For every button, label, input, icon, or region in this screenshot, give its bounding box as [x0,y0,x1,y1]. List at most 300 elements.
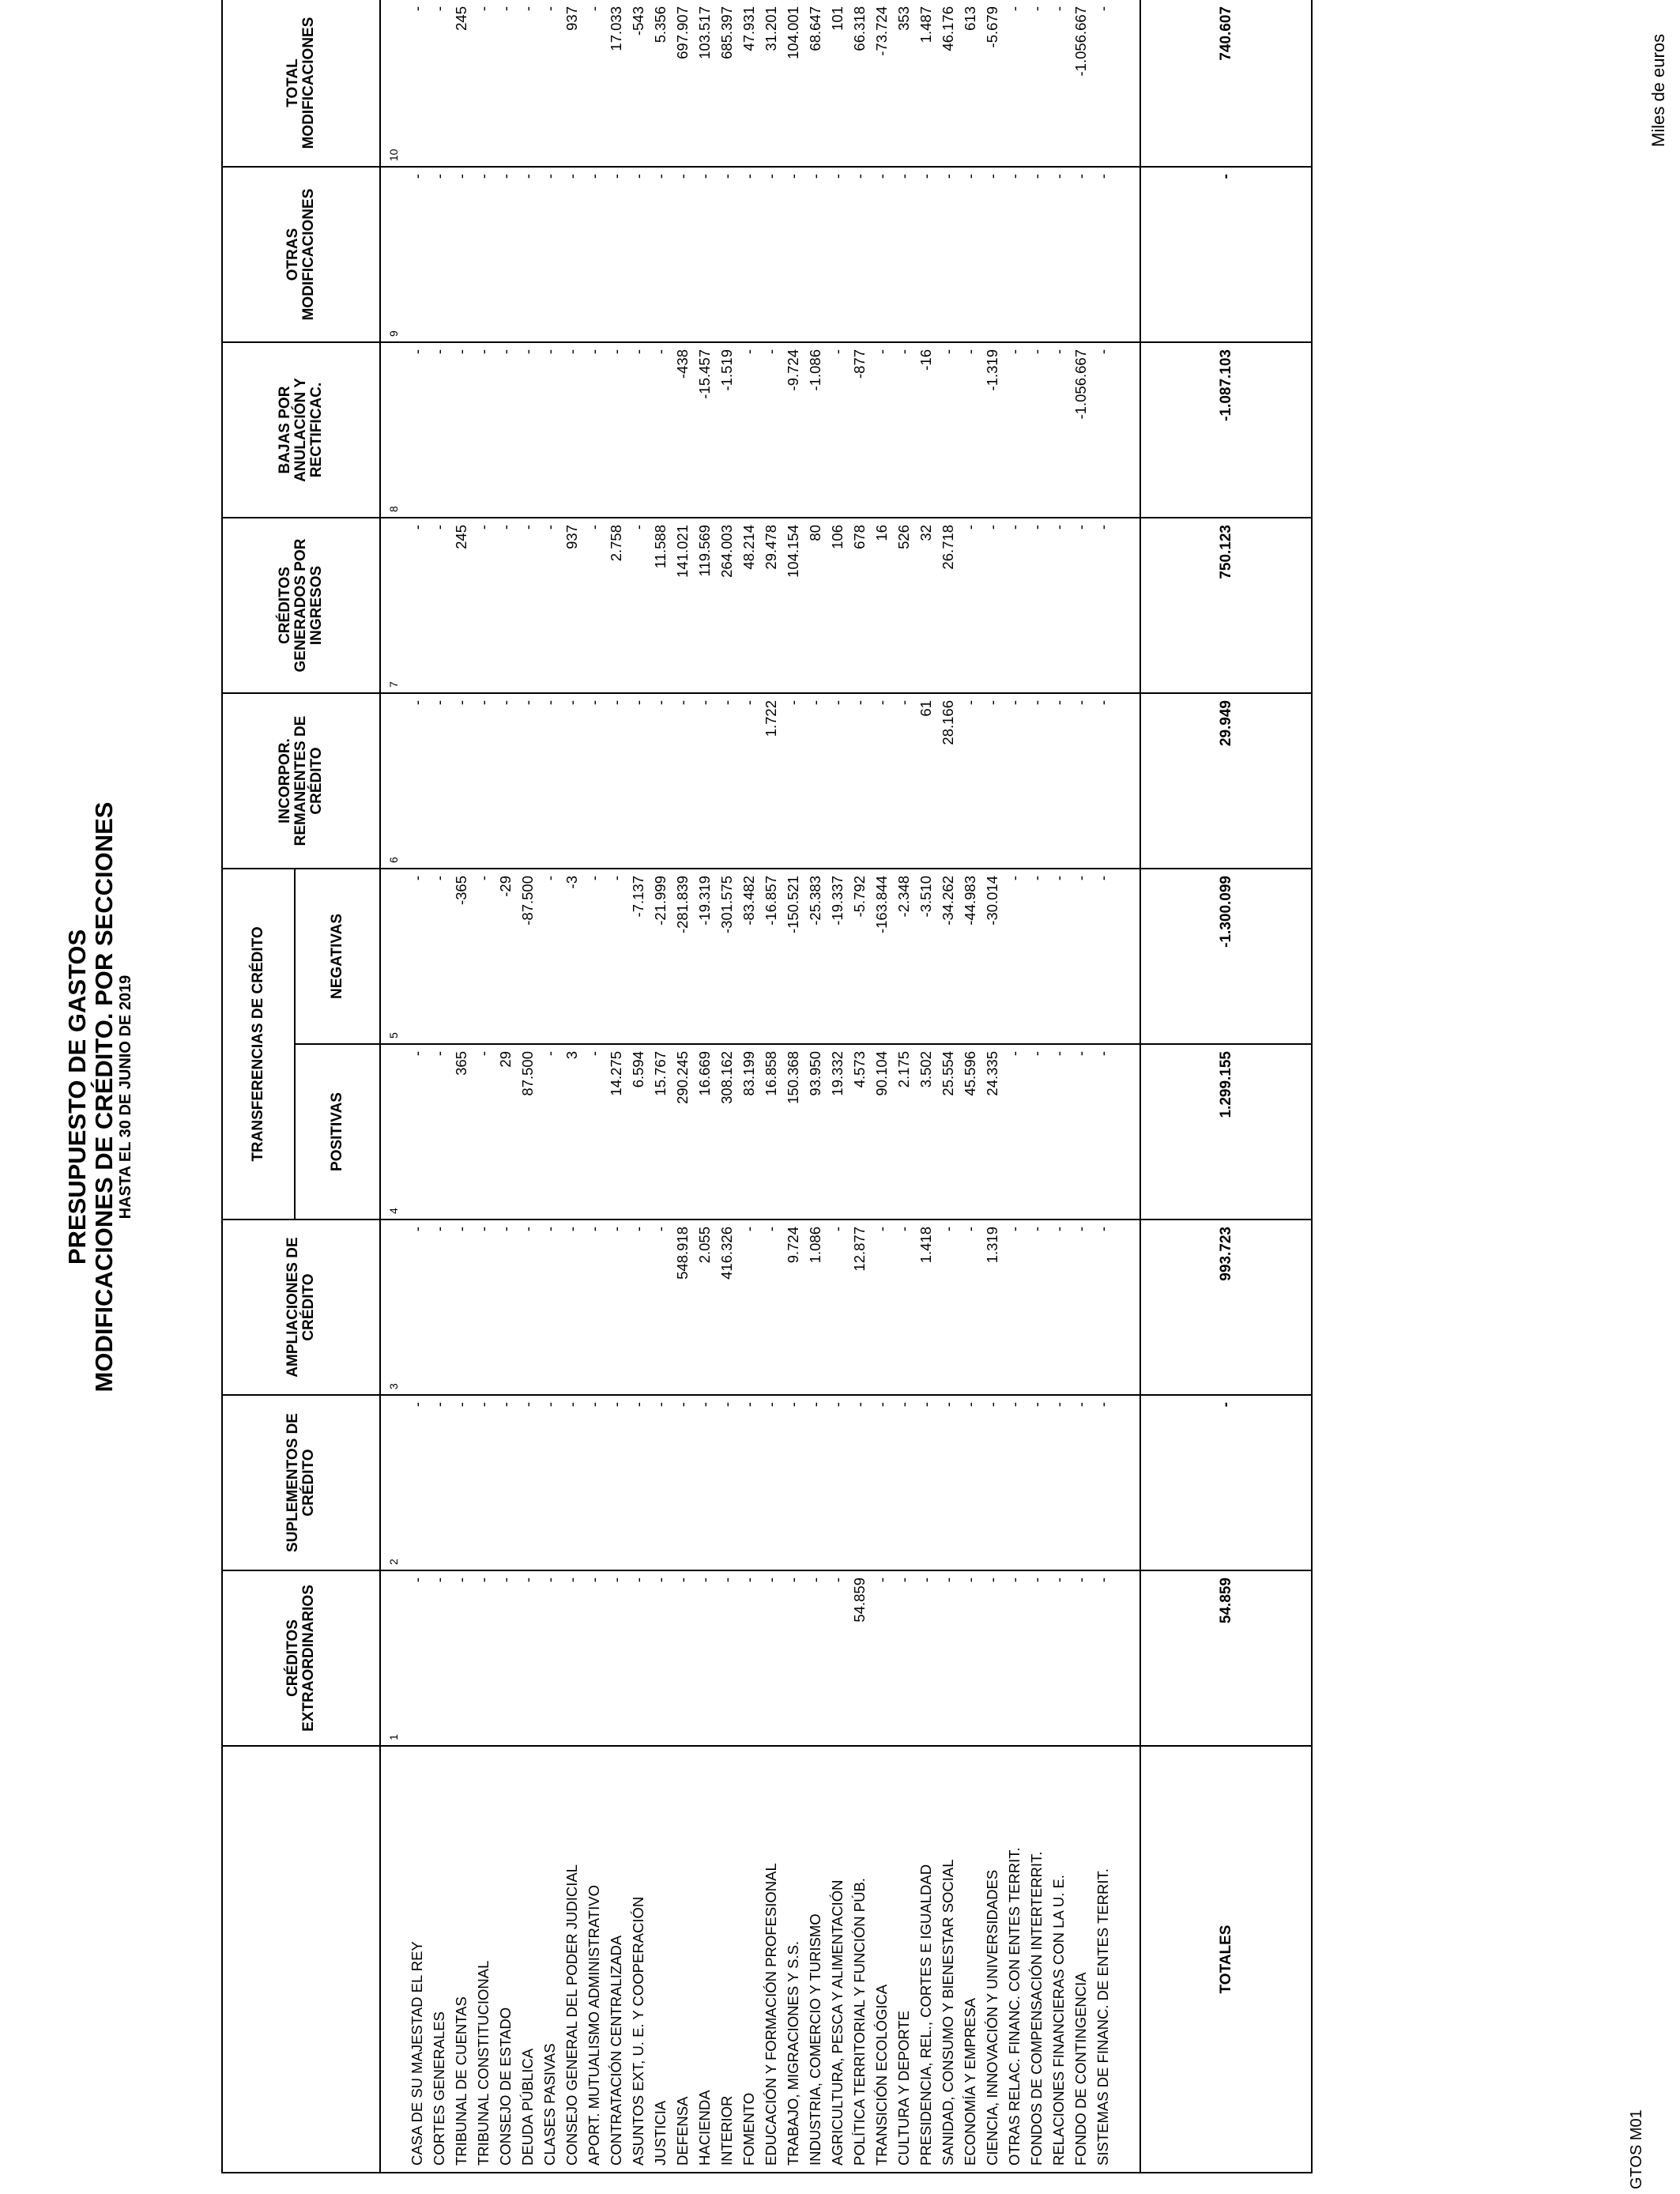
column-number: 7 [380,518,406,693]
value-cell: 103.517 [694,0,716,167]
page-date: HASTA EL 30 DE JUNIO DE 2019 [117,974,134,1220]
value-cell: -29 [495,869,517,1044]
value-cell: - [1026,0,1048,167]
value-cell: 2.758 [605,518,627,693]
page-subtitle: MODIFICACIONES DE CRÉDITO. POR SECCIONES [90,801,118,1393]
value-cell: -281.839 [672,869,694,1044]
value-cell: - [473,0,495,167]
table-row [760,0,782,2173]
table-row [627,0,650,2173]
value-cell: - [583,1220,605,1395]
total-cell: 54.859 [1140,1570,1312,1746]
total-cell: - [1140,1395,1312,1570]
value-cell: -5.679 [981,0,1004,167]
value-cell: - [893,693,915,869]
value-cell: - [1004,1395,1026,1570]
value-cell: -73.724 [871,0,893,167]
header-suplementos: SUPLEMENTOS DE CRÉDITO [222,1395,380,1570]
section-label: SISTEMAS DE FINANC. DE ENTES TERRIT. [1092,1746,1114,2173]
value-cell: 1.722 [760,693,782,869]
value-cell: - [539,1570,561,1746]
value-cell: -3.510 [915,869,937,1044]
value-cell: - [1048,1044,1070,1220]
value-cell: - [849,693,871,869]
section-label: APORT. MUTUALISMO ADMINISTRATIVO [583,1746,605,2173]
value-cell: -9.724 [782,342,804,518]
value-cell: - [517,1395,539,1570]
value-cell: - [827,1570,849,1746]
value-cell: 1.487 [915,0,937,167]
value-cell: - [406,1220,428,1395]
value-cell: - [650,167,672,342]
value-cell: - [650,342,672,518]
value-cell: - [517,0,539,167]
table-row [517,0,539,2173]
value-cell: - [473,342,495,518]
value-cell: - [428,1395,450,1570]
value-cell: - [849,1395,871,1570]
table-row [937,0,959,2173]
value-cell: - [450,167,473,342]
header-generados: CRÉDITOS GENERADOS POR INGRESOS [222,518,380,693]
value-cell: 416.326 [716,1220,738,1395]
table-row [849,0,871,2173]
value-cell: 6.594 [627,1044,650,1220]
value-cell: 90.104 [871,1044,893,1220]
value-cell: 3 [561,1044,583,1220]
value-cell: - [738,1220,760,1395]
value-cell: - [583,1570,605,1746]
section-label: DEFENSA [672,1746,694,2173]
table-row [804,0,827,2173]
table-row [605,0,627,2173]
value-cell: - [583,167,605,342]
value-cell: - [495,1395,517,1570]
value-cell: - [915,1570,937,1746]
value-cell: - [1048,693,1070,869]
value-cell: - [650,1395,672,1570]
value-cell: 2.175 [893,1044,915,1220]
value-cell: - [517,342,539,518]
value-cell: - [827,342,849,518]
value-cell: 4.573 [849,1044,871,1220]
header-otras: OTRAS MODIFICACIONES [222,167,380,342]
table-body [380,0,1140,2173]
value-cell: - [672,1395,694,1570]
value-cell: - [450,1220,473,1395]
value-cell: - [1004,342,1026,518]
value-cell: - [1004,1570,1026,1746]
value-cell: - [1070,869,1092,1044]
value-cell: - [605,693,627,869]
value-cell: -1.319 [981,342,1004,518]
value-cell: - [959,167,981,342]
value-cell: 19.332 [827,1044,849,1220]
section-label: CONTRATACIÓN CENTRALIZADA [605,1746,627,2173]
value-cell: - [782,167,804,342]
value-cell: - [738,1395,760,1570]
value-cell: - [406,869,428,1044]
section-label: INDUSTRIA, COMERCIO Y TURISMO [804,1746,827,2173]
table-row [650,0,672,2173]
section-label: CLASES PASIVAS [539,1746,561,2173]
value-cell: 24.335 [981,1044,1004,1220]
value-cell: - [495,167,517,342]
value-cell: 119.569 [694,518,716,693]
column-number: 3 [380,1220,406,1395]
value-cell: 937 [561,518,583,693]
value-cell: -163.844 [871,869,893,1044]
value-cell: - [959,1570,981,1746]
section-label: INTERIOR [716,1746,738,2173]
value-cell: - [1026,518,1048,693]
header-incorporaciones: INCORPOR. REMANENTES DE CRÉDITO [222,693,380,869]
value-cell: -3 [561,869,583,1044]
value-cell: -25.383 [804,869,827,1044]
header-section [222,1746,380,2173]
value-cell: - [871,167,893,342]
value-cell: - [937,1395,959,1570]
value-cell: - [450,1570,473,1746]
table-row [1004,0,1026,2173]
value-cell: - [893,1570,915,1746]
modifications-table [221,0,1313,2173]
section-label: PRESIDENCIA, REL., CORTES E IGUALDAD [915,1746,937,2173]
total-cell: -1.300.099 [1140,869,1312,1044]
value-cell: - [1026,1395,1048,1570]
value-cell: - [583,1395,605,1570]
value-cell: - [1070,518,1092,693]
value-cell: - [428,693,450,869]
table-row [561,0,583,2173]
table-spacer-row [1114,0,1140,2173]
value-cell: - [694,1395,716,1570]
value-cell: - [495,1220,517,1395]
value-cell: - [1026,693,1048,869]
value-cell: -16.857 [760,869,782,1044]
value-cell: - [406,0,428,167]
value-cell: - [738,1570,760,1746]
value-cell: - [1070,1570,1092,1746]
section-label: SANIDAD, CONSUMO Y BIENESTAR SOCIAL [937,1746,959,2173]
column-number: 4 [380,1044,406,1220]
value-cell: - [473,1220,495,1395]
value-cell: 290.245 [672,1044,694,1220]
value-cell: - [716,1570,738,1746]
value-cell: 12.877 [849,1220,871,1395]
value-cell: - [517,518,539,693]
value-cell: - [959,518,981,693]
value-cell: 26.718 [937,518,959,693]
value-cell: 548.918 [672,1220,694,1395]
value-cell: - [1048,0,1070,167]
value-cell: - [893,1395,915,1570]
table-row [827,0,849,2173]
value-cell: - [495,1570,517,1746]
value-cell: - [539,869,561,1044]
value-cell: - [1004,0,1026,167]
value-cell: - [406,167,428,342]
value-cell: - [539,1220,561,1395]
table-row [915,0,937,2173]
value-cell: 87.500 [517,1044,539,1220]
value-cell: 29 [495,1044,517,1220]
value-cell: - [561,693,583,869]
value-cell: - [650,1220,672,1395]
value-cell: - [517,693,539,869]
value-cell: 47.931 [738,0,760,167]
value-cell: - [539,167,561,342]
value-cell: - [1026,869,1048,1044]
value-cell: - [428,0,450,167]
value-cell: - [561,1395,583,1570]
value-cell: 93.950 [804,1044,827,1220]
value-cell: - [760,167,782,342]
value-cell: -301.575 [716,869,738,1044]
value-cell: - [871,693,893,869]
column-number: 5 [380,869,406,1044]
value-cell: - [1004,167,1026,342]
value-cell: - [627,693,650,869]
value-cell: 613 [959,0,981,167]
section-label: RELACIONES FINANCIERAS CON LA U. E. [1048,1746,1070,2173]
value-cell: 66.318 [849,0,871,167]
value-cell: - [627,342,650,518]
section-label: POLÍTICA TERRITORIAL Y FUNCIÓN PÚB. [849,1746,871,2173]
value-cell: - [915,1395,937,1570]
value-cell: - [583,518,605,693]
value-cell: -19.337 [827,869,849,1044]
value-cell: - [1048,342,1070,518]
value-cell: 16.669 [694,1044,716,1220]
value-cell: - [406,1570,428,1746]
column-number: 6 [380,693,406,869]
value-cell: - [981,693,1004,869]
value-cell: 697.907 [672,0,694,167]
value-cell: - [495,0,517,167]
value-cell: 28.166 [937,693,959,869]
value-cell: - [473,1395,495,1570]
value-cell: 61 [915,693,937,869]
value-cell: 245 [450,0,473,167]
value-cell: 104.001 [782,0,804,167]
column-number-row [380,0,406,2173]
value-cell: - [605,869,627,1044]
value-cell: - [583,0,605,167]
value-cell: - [650,1570,672,1746]
value-cell: - [539,693,561,869]
value-cell: - [738,167,760,342]
page-title: PRESUPUESTO DE GASTOS [63,929,91,1265]
section-label: CIENCIA, INNOVACIÓN Y UNIVERSIDADES [981,1746,1004,2173]
value-cell: - [406,1395,428,1570]
table-row [893,0,915,2173]
value-cell: 5.356 [650,0,672,167]
column-number: 10 [380,0,406,167]
value-cell: - [827,1395,849,1570]
value-cell: - [627,518,650,693]
value-cell: - [428,869,450,1044]
value-cell: - [1070,693,1092,869]
value-cell: - [893,1220,915,1395]
section-label: CONSEJO DE ESTADO [495,1746,517,2173]
value-cell: - [959,1220,981,1395]
header-negativas: NEGATIVAS [295,869,380,1044]
table-row [428,0,450,2173]
header-positivas: POSITIVAS [295,1044,380,1220]
value-cell: - [804,1395,827,1570]
section-label: TRIBUNAL DE CUENTAS [450,1746,473,2173]
value-cell: 32 [915,518,937,693]
value-cell: - [782,1570,804,1746]
value-cell: 80 [804,518,827,693]
value-cell: - [1026,167,1048,342]
table-row [1092,0,1114,2173]
value-cell: 25.554 [937,1044,959,1220]
value-cell: 29.478 [760,518,782,693]
value-cell: - [915,167,937,342]
value-cell: - [428,1044,450,1220]
header-bajas: BAJAS POR ANULACIÓN Y RECTIFICAC. [222,342,380,518]
value-cell: - [1004,869,1026,1044]
value-cell: - [1092,1570,1114,1746]
value-cell: - [517,167,539,342]
value-cell: - [738,342,760,518]
section-label: TRANSICIÓN ECOLÓGICA [871,1746,893,2173]
value-cell: 31.201 [760,0,782,167]
column-number: 9 [380,167,406,342]
value-cell: - [1092,1044,1114,1220]
section-label: FONDOS DE COMPENSACIÓN INTERTERRIT. [1026,1746,1048,2173]
value-cell: - [473,1044,495,1220]
value-cell: - [473,1570,495,1746]
value-cell: -1.056.667 [1070,342,1092,518]
value-cell: - [738,693,760,869]
value-cell: - [450,693,473,869]
value-cell: -15.457 [694,342,716,518]
value-cell: 2.055 [694,1220,716,1395]
value-cell: - [871,1220,893,1395]
value-cell: 16 [871,518,893,693]
table-row [981,0,1004,2173]
value-cell: -87.500 [517,869,539,1044]
value-cell: - [428,1220,450,1395]
value-cell: - [804,693,827,869]
total-cell: 993.723 [1140,1220,1312,1395]
value-cell: - [428,518,450,693]
value-cell: 3.502 [915,1044,937,1220]
value-cell: -21.999 [650,869,672,1044]
value-cell: - [539,518,561,693]
value-cell: 150.368 [782,1044,804,1220]
value-cell: - [605,1570,627,1746]
value-cell: - [1092,1395,1114,1570]
value-cell: 245 [450,518,473,693]
section-label: FOMENTO [738,1746,760,2173]
value-cell: - [760,1570,782,1746]
value-cell: - [672,693,694,869]
value-cell: - [605,342,627,518]
value-cell: - [583,869,605,1044]
value-cell: 45.596 [959,1044,981,1220]
table-row [495,0,517,2173]
value-cell: 526 [893,518,915,693]
value-cell: - [650,693,672,869]
value-cell: -150.521 [782,869,804,1044]
value-cell: - [1092,0,1114,167]
value-cell: - [937,167,959,342]
value-cell: - [539,1395,561,1570]
value-cell: - [782,693,804,869]
table-row [1026,0,1048,2173]
value-cell: - [428,167,450,342]
value-cell: - [1092,518,1114,693]
value-cell: - [981,518,1004,693]
section-label: ECONOMÍA Y EMPRESA [959,1746,981,2173]
value-cell: 141.021 [672,518,694,693]
section-label: TRABAJO, MIGRACIONES Y S.S. [782,1746,804,2173]
table-row [871,0,893,2173]
section-label: DEUDA PÚBLICA [517,1746,539,2173]
table-row [583,0,605,2173]
value-cell: 16.858 [760,1044,782,1220]
value-cell: 83.199 [738,1044,760,1220]
value-cell: -16 [915,342,937,518]
section-label: CULTURA Y DEPORTE [893,1746,915,2173]
value-cell: - [694,167,716,342]
value-cell: - [495,518,517,693]
value-cell: - [760,342,782,518]
value-cell: -365 [450,869,473,1044]
value-cell: - [428,342,450,518]
value-cell: - [1092,167,1114,342]
value-cell: -34.262 [937,869,959,1044]
value-cell: - [1070,1395,1092,1570]
value-cell: - [937,1570,959,1746]
header-creditos-extraordinarios: CRÉDITOS EXTRAORDINARIOS [222,1570,380,1746]
value-cell: 1.086 [804,1220,827,1395]
value-cell: - [1092,693,1114,869]
value-cell: - [827,167,849,342]
value-cell: 685.397 [716,0,738,167]
value-cell: -30.014 [981,869,1004,1044]
table-row [539,0,561,2173]
value-cell: 937 [561,0,583,167]
value-cell: - [981,1395,1004,1570]
table-row [1070,0,1092,2173]
value-cell: -1.519 [716,342,738,518]
value-cell: - [406,693,428,869]
value-cell: - [583,1044,605,1220]
value-cell: - [760,1395,782,1570]
value-cell: - [782,1395,804,1570]
value-cell: - [827,693,849,869]
value-cell: - [1004,1044,1026,1220]
value-cell: - [871,1570,893,1746]
value-cell: - [1070,1220,1092,1395]
value-cell: - [539,1044,561,1220]
value-cell: - [473,518,495,693]
value-cell: 678 [849,518,871,693]
value-cell: -19.319 [694,869,716,1044]
value-cell: - [871,342,893,518]
table-row [450,0,473,2173]
value-cell: 9.724 [782,1220,804,1395]
value-cell: - [937,342,959,518]
value-cell: -2.348 [893,869,915,1044]
value-cell: - [1004,518,1026,693]
value-cell: - [1092,342,1114,518]
